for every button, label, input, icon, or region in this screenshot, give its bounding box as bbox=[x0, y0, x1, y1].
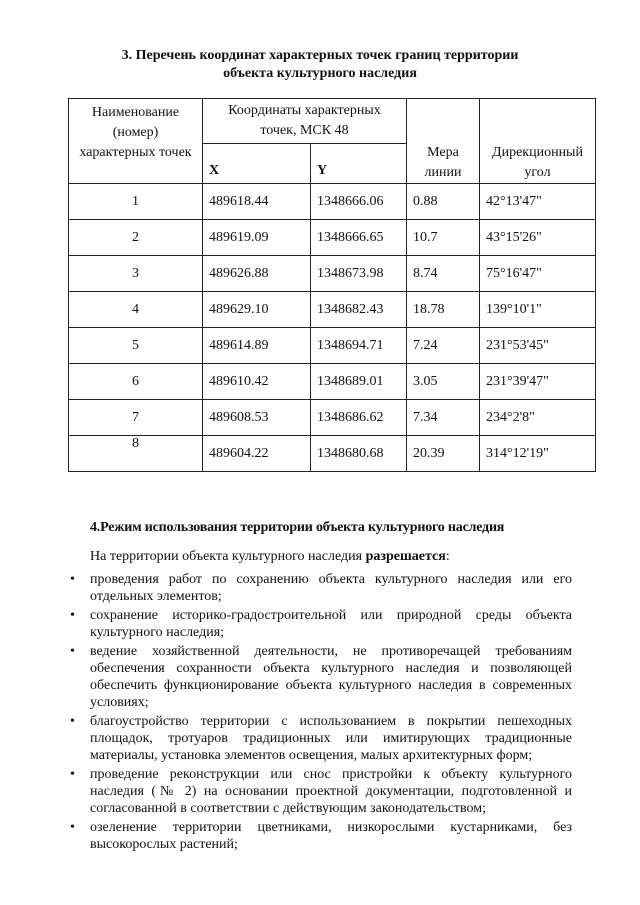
cell-x: 489629.10 bbox=[203, 292, 311, 328]
table-row bbox=[69, 292, 596, 328]
cell-y: 1348680.68 bbox=[311, 436, 407, 472]
table-row bbox=[69, 256, 596, 292]
cell-y: 1348682.43 bbox=[311, 292, 407, 328]
coordinates-table bbox=[68, 98, 596, 472]
list-item-text: проведения работ по сохранению объекта культурного наследия или его отдельных элементов; bbox=[90, 572, 572, 604]
intro-bold: разрешается bbox=[365, 549, 446, 564]
list-item bbox=[70, 643, 572, 711]
section-3-title bbox=[70, 47, 570, 83]
intro-suffix: : bbox=[445, 549, 450, 564]
cell-y: 1348666.65 bbox=[311, 220, 407, 256]
list-item bbox=[70, 766, 572, 817]
allowed-list bbox=[70, 571, 572, 855]
cell-point: 5 bbox=[69, 328, 203, 364]
table-row bbox=[69, 328, 596, 364]
cell-measure: 7.24 bbox=[407, 328, 480, 364]
cell-measure: 20.39 bbox=[407, 436, 480, 472]
cell-x: 489610.42 bbox=[203, 364, 311, 400]
cell-x: 489619.09 bbox=[203, 220, 311, 256]
cell-point: 1 bbox=[69, 184, 203, 220]
table-row bbox=[69, 364, 596, 400]
list-item bbox=[70, 713, 572, 764]
list-item-text: проведение реконструкции или снос пристройки к объекту культурного наследия (№ 2) на основании проектной документации, подготовленной и согласованной в соответствии с действующим законодательством; bbox=[90, 767, 572, 816]
cell-angle: 139°10'1" bbox=[480, 292, 596, 328]
bullet-icon: • bbox=[70, 820, 75, 835]
header-point-name: Наименование (номер) характерных точек bbox=[69, 99, 203, 184]
header-x: X bbox=[203, 143, 311, 183]
bullet-icon: • bbox=[70, 714, 75, 729]
cell-x: 489618.44 bbox=[203, 184, 311, 220]
cell-x: 489626.88 bbox=[203, 256, 311, 292]
list-item-text: сохранение историко-градостроительной или природной среды объекта культурного наследия; bbox=[90, 608, 572, 640]
cell-point: 7 bbox=[69, 400, 203, 436]
cell-angle: 231°53'45" bbox=[480, 328, 596, 364]
cell-point: 2 bbox=[69, 220, 203, 256]
list-item bbox=[70, 571, 572, 605]
list-item-text: ведение хозяйственной деятельности, не противоречащей требованиям обеспечения сохранности объекта культурного наследия и позволяющей обеспечить функционирование объекта культурного наследия в современных условиях; bbox=[90, 644, 572, 710]
cell-measure: 0.88 bbox=[407, 184, 480, 220]
cell-point: 4 bbox=[69, 292, 203, 328]
list-item bbox=[70, 607, 572, 641]
header-y: Y bbox=[311, 143, 407, 183]
list-item-text: благоустройство территории с использованием в покрытии пешеходных площадок, тротуаров традиционных или имитирующих традиционные материалы, установка элементов освещения, малых архитектурных форм; bbox=[90, 714, 572, 763]
section-4-title: 4.Режим использования территории объекта культурного наследия bbox=[90, 520, 505, 535]
section-3-title-line2: объекта культурного наследия bbox=[223, 66, 417, 81]
cell-x: 489604.22 bbox=[203, 436, 311, 472]
cell-measure: 10.7 bbox=[407, 220, 480, 256]
cell-angle: 42°13'47" bbox=[480, 184, 596, 220]
cell-y: 1348666.06 bbox=[311, 184, 407, 220]
cell-x: 489614.89 bbox=[203, 328, 311, 364]
section-4-intro bbox=[90, 549, 450, 565]
cell-y: 1348686.62 bbox=[311, 400, 407, 436]
cell-measure: 7.34 bbox=[407, 400, 480, 436]
cell-y: 1348689.01 bbox=[311, 364, 407, 400]
cell-y: 1348694.71 bbox=[311, 328, 407, 364]
cell-angle: 231°39'47" bbox=[480, 364, 596, 400]
header-coordinates: Координаты характерных точек, МСК 48 bbox=[203, 99, 407, 144]
cell-x: 489608.53 bbox=[203, 400, 311, 436]
bullet-icon: • bbox=[70, 572, 75, 587]
intro-prefix: На территории объекта культурного наследия bbox=[90, 549, 366, 564]
cell-point: 3 bbox=[69, 256, 203, 292]
cell-point: 8 bbox=[69, 436, 203, 472]
section-3-title-line1: 3. Перечень координат характерных точек границ территории bbox=[121, 48, 519, 63]
table-row bbox=[69, 400, 596, 436]
cell-point: 6 bbox=[69, 364, 203, 400]
table-row bbox=[69, 184, 596, 220]
cell-y: 1348673.98 bbox=[311, 256, 407, 292]
cell-angle: 234°2'8" bbox=[480, 400, 596, 436]
bullet-icon: • bbox=[70, 767, 75, 782]
cell-angle: 75°16'47" bbox=[480, 256, 596, 292]
header-direction-angle: Дирекционный угол bbox=[480, 99, 596, 184]
cell-angle: 314°12'19" bbox=[480, 436, 596, 472]
list-item-text: озеленение территории цветниками, низкорослыми кустарниками, без высокорослых растений; bbox=[90, 820, 572, 852]
table-row bbox=[69, 220, 596, 256]
cell-measure: 3.05 bbox=[407, 364, 480, 400]
header-line-measure: Мера линии bbox=[407, 99, 480, 184]
list-item bbox=[70, 819, 572, 853]
cell-angle: 43°15'26" bbox=[480, 220, 596, 256]
bullet-icon: • bbox=[70, 608, 75, 623]
table-row bbox=[69, 436, 596, 472]
cell-measure: 8.74 bbox=[407, 256, 480, 292]
cell-measure: 18.78 bbox=[407, 292, 480, 328]
bullet-icon: • bbox=[70, 644, 75, 659]
